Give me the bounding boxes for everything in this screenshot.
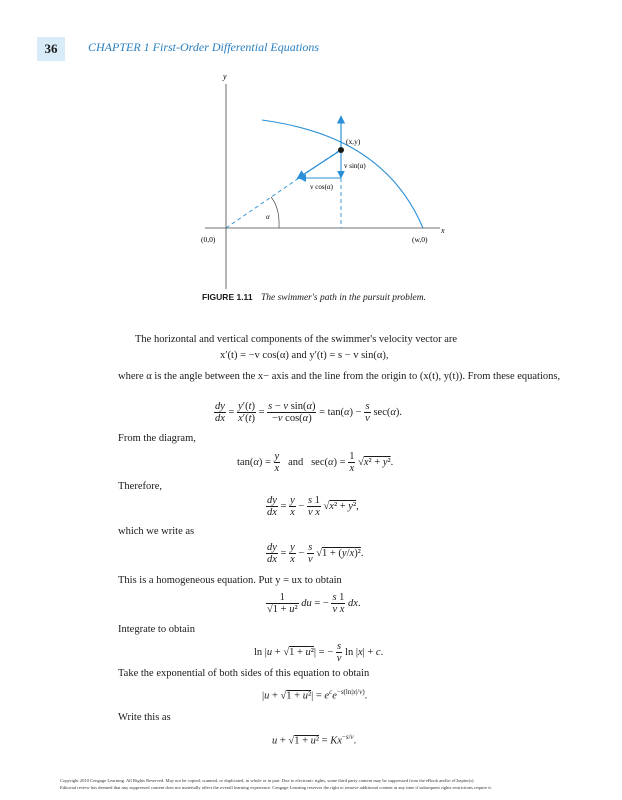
vsin-label: v sin(α) bbox=[344, 162, 366, 170]
para-8: Take the exponential of both sides of this equation to obtain bbox=[118, 668, 370, 679]
velocity-vector bbox=[298, 150, 341, 178]
equation-final: $u + √1 + u^2 = Kx^{-s/v}$. bbox=[272, 733, 357, 747]
para-4: Therefore, bbox=[118, 481, 163, 492]
swimmer-path bbox=[262, 120, 423, 228]
page-number: 36 bbox=[37, 37, 65, 61]
para-9: Write this as bbox=[118, 712, 171, 723]
figure-caption bbox=[202, 292, 426, 303]
para-5: which we write as bbox=[118, 526, 195, 537]
para-3: From the diagram, bbox=[118, 433, 196, 444]
swimmer-point bbox=[338, 147, 344, 153]
para-7: Integrate to obtain bbox=[118, 624, 195, 635]
equation-homogeneous: $\frac{1}{\text{√1 + u²}}$ du = − $\frac{s 1}{\text{v x}}$ dx. bbox=[267, 592, 361, 615]
chapter-title: CHAPTER 1 First-Order Differential Equations bbox=[88, 40, 320, 54]
equation-integrated: ln |u + √1 + u²| = − $\frac{s}{v}$ ln |x| + c. bbox=[254, 641, 384, 664]
x-axis-label: x bbox=[441, 226, 445, 235]
pursuit-figure bbox=[0, 0, 622, 300]
angle-arc bbox=[271, 197, 279, 228]
equation-therefore: $\frac{dy}{dx}$ = $\frac{y}{x}$ − $\frac{s 1}{\text{v x}}$ √x² + y², bbox=[267, 495, 359, 518]
point-label: (x,y) bbox=[346, 137, 361, 146]
copyright-line-2: Editorial review has deemed that any suppressed content does not materially affect the overall learning experience. Cengage Learning reserves the right to remove additional content at any time if subsequent rights restrictions require it. bbox=[60, 785, 492, 790]
alpha-label: α bbox=[266, 213, 270, 221]
equation-exponential: $|u + √1 + u^2| = e^ce^{-s(ln|x|/v)}$. bbox=[262, 688, 368, 702]
equation-rewritten: $\frac{dy}{dx}$ = $\frac{y}{x}$ − $\frac{s}{v}$ √1 + (y/x)². bbox=[267, 542, 364, 565]
origin-label: (0,0) bbox=[201, 235, 216, 244]
equation-velocity: x′(t) = −v cos(α) and y′(t) = s − v sin(α), bbox=[220, 350, 389, 361]
para-6: This is a homogeneous equation. Put y = ux to obtain bbox=[118, 575, 342, 586]
caption-label: FIGURE 1.11 bbox=[202, 292, 253, 302]
vcos-label: v cos(α) bbox=[310, 183, 333, 191]
copyright-line-1: Copyright 2010 Cengage Learning. All Rights Reserved. May not be copied, scanned, or duplicated, in whole or in part. Due to electronic rights, some third party content may be suppressed from the eBook and/or eChapter(s). bbox=[60, 778, 475, 783]
wall-label: (w,0) bbox=[412, 235, 428, 244]
y-axis-label: y bbox=[223, 72, 227, 81]
caption-text: The swimmer's path in the pursuit problem. bbox=[260, 293, 426, 303]
para-2: where α is the angle between the x− axis and the line from the origin to (x(t), y(t)). From these equations, bbox=[118, 371, 561, 382]
para-1: The horizontal and vertical components of the swimmer's velocity vector are bbox=[135, 334, 458, 345]
equation-diagram: tan(α) = $\frac{y}{x}$ and sec(α) = $\frac{1}{x}$ √x² + y². bbox=[237, 451, 394, 474]
equation-slope: $\frac{dy}{dx}$ = $\frac{y'(t)}{x'(t)}$ = $\frac{\text{s − v sin(α)}}{\text{−v cos(α)}}$ = tan(α) − $\frac{s}{v}$ sec(α). bbox=[215, 401, 403, 424]
